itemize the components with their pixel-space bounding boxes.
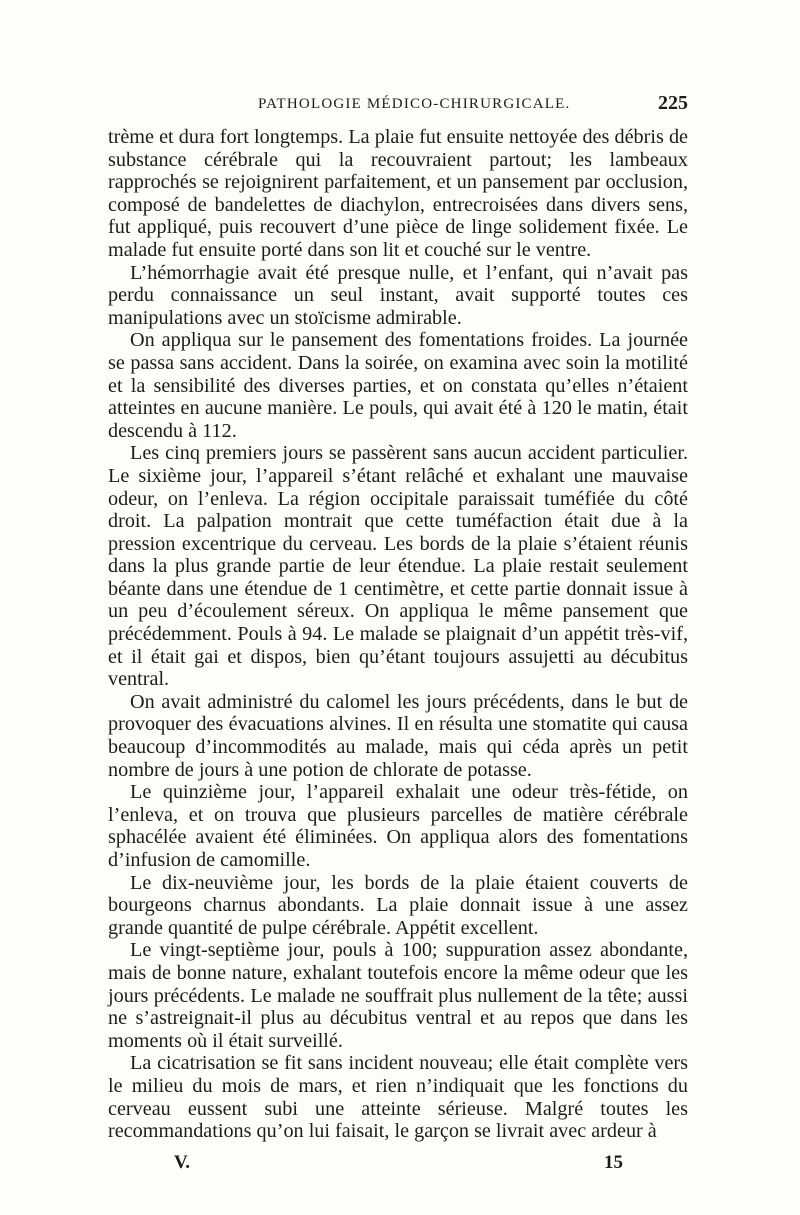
paragraph: trème et dura fort longtemps. La plaie fut ensuite nettoyée des débris de substance cérébrale qui la recouvraient partout; les lambeaux rapprochés se rejoignirent parfaitement, et un pansement par occlusion, composé de bandelettes de diachylon, entrecroisées dans divers sens, fut appliqué, puis recouvert d’une pièce de linge solidement fixée. Le malade fut ensuite porté dans son lit et couché sur le ventre. [108, 126, 688, 261]
page-header [108, 92, 688, 122]
paragraph: On avait administré du calomel les jours précédents, dans le but de provoquer des évacuations alvines. Il en résulta une stomatite qui causa beaucoup d’incommodités au malade, mais qui céda après un petit nombre de jours à une potion de chlorate de potasse. [108, 690, 688, 781]
page-number: 225 [658, 92, 688, 114]
paragraph: Le vingt-septième jour, pouls à 100; suppuration assez abondante, mais de bonne nature, exhalant toutefois encore la même odeur que les jours précédents. Le malade ne souffrait plus nullement de la tête; aussi ne s’astreignait-il plus au décubitus ventral et au repos que dans les moments où il était surveillé. [108, 939, 688, 1052]
paragraph: On appliqua sur le pansement des fomentations froides. La journée se passa sans accident. Dans la soirée, on examina avec soin la motilité et la sensibilité des diverses parties, et on constata qu’elles n’étaient atteintes en aucune manière. Le pouls, qui avait été à 120 le matin, était descendu à 112. [108, 329, 688, 442]
paragraph: Les cinq premiers jours se passèrent sans aucun accident particulier. Le sixième jour, l’appareil s’étant relâché et exhalant une mauvaise odeur, on l’enleva. La région occipitale paraissait tuméfiée du côté droit. La palpation montrait que cette tuméfaction était due à la pression excentrique du cerveau. Les bords de la plaie s’étaient réunis dans la plus grande partie de leur étendue. La plaie restait seulement béante dans une étendue de 1 centimètre, et cette partie donnait issue à un peu d’écoulement séreux. On appliqua le même pansement que précédemment. Pouls à 94. Le malade se plaignait d’un appétit très-vif, et il était gai et dispos, bien qu’étant toujours assujetti au décubitus ventral. [108, 442, 688, 691]
page-footer [108, 1152, 688, 1180]
paragraph: L’hémorrhagie avait été presque nulle, et l’enfant, qui n’avait pas perdu connaissance un seul instant, avait supporté toutes ces manipulations avec un stoïcisme admirable. [108, 261, 688, 329]
running-head: PATHOLOGIE MÉDICO-CHIRURGICALE. [258, 96, 571, 112]
paragraph: Le dix-neuvième jour, les bords de la plaie étaient couverts de bourgeons charnus abondants. La plaie donnait issue à une assez grande quantité de pulpe cérébrale. Appétit excellent. [108, 871, 688, 939]
signature-mark: V. [174, 1152, 191, 1173]
paragraph: Le quinzième jour, l’appareil exhalait une odeur très-fétide, on l’enleva, et on trouva que plusieurs parcelles de matière cérébrale sphacélée avaient été éliminées. On appliqua alors des fomentations d’infusion de camomille. [108, 781, 688, 871]
sheet-number: 15 [604, 1152, 623, 1173]
body-text [108, 126, 688, 1143]
paragraph: La cicatrisation se fit sans incident nouveau; elle était complète vers le milieu du mois de mars, et rien n’indiquait que les fonctions du cerveau eussent subi une atteinte sérieuse. Malgré toutes les recommandations qu’on lui faisait, le garçon se livrait avec ardeur à [108, 1052, 688, 1143]
